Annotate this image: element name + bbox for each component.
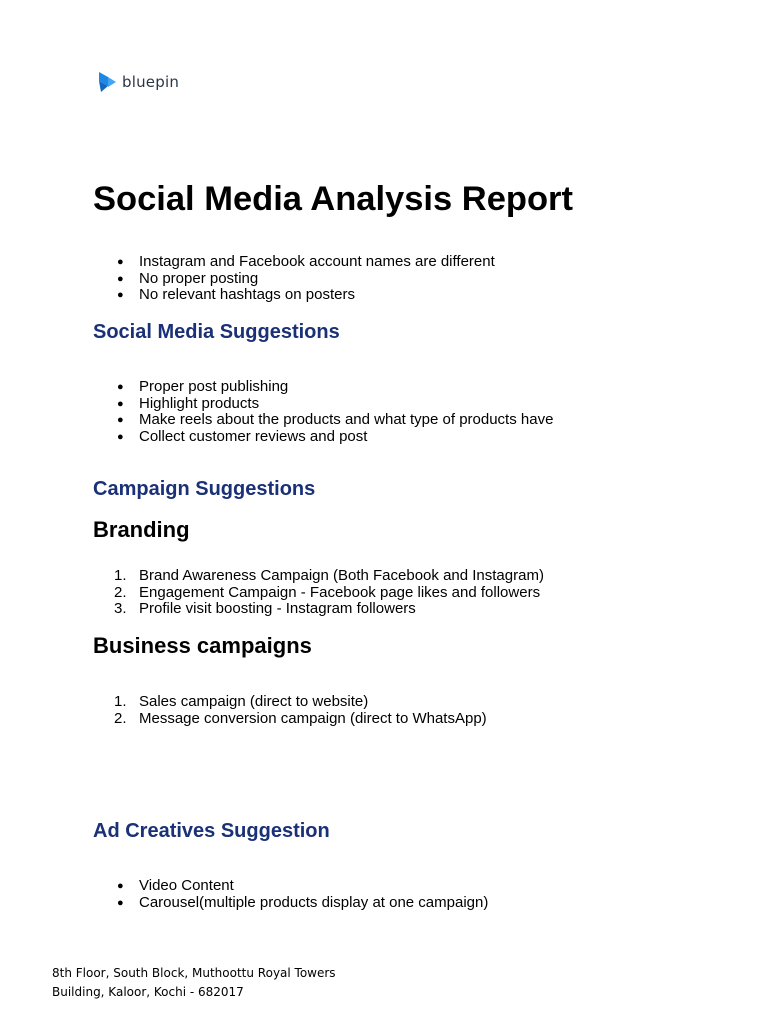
- list-number: 1.: [114, 693, 127, 710]
- list-item: ● No relevant hashtags on posters: [117, 286, 355, 304]
- issues-list: [93, 254, 495, 304]
- footer-address: [52, 964, 336, 1002]
- list-item: ● Highlight products: [117, 394, 260, 412]
- footer-address-line-1: 8th Floor, South Block, Muthoottu Royal Towers: [52, 966, 336, 980]
- list-item: 3. Profile visit boosting - Instagram followers: [114, 600, 416, 618]
- business-campaigns-list: [93, 694, 487, 727]
- social-media-suggestions-list: [93, 379, 553, 446]
- list-item: ● Make reels about the products and what type of products have: [117, 411, 554, 429]
- bullet-icon: ●: [117, 397, 124, 410]
- bullet-icon: ●: [117, 880, 124, 892]
- social-media-suggestions-heading: Social Media Suggestions: [93, 321, 340, 343]
- bluepin-logo-icon: [98, 71, 117, 93]
- bullet-icon: ●: [117, 431, 124, 444]
- list-item: ● Video Content: [117, 877, 234, 894]
- list-item: 1. Brand Awareness Campaign (Both Facebook and Instagram): [114, 567, 544, 584]
- list-number: 3.: [114, 600, 127, 618]
- logo-text: bluepin: [122, 73, 180, 91]
- page-title: Social Media Analysis Report: [93, 180, 573, 218]
- list-number: 2.: [114, 709, 127, 727]
- list-item: ● Instagram and Facebook account names are different: [117, 253, 495, 270]
- list-item: 1. Sales campaign (direct to website): [114, 693, 369, 710]
- list-item: 2. Message conversion campaign (direct to WhatsApp): [114, 709, 487, 727]
- bullet-icon: ●: [117, 256, 124, 268]
- list-item: ● Collect customer reviews and post: [117, 428, 368, 446]
- list-item: 2. Engagement Campaign - Facebook page likes and followers: [114, 583, 541, 601]
- list-item: ● Carousel(multiple products display at one campaign): [117, 893, 489, 911]
- list-item: ● No proper posting: [117, 269, 259, 287]
- list-number: 2.: [114, 583, 127, 601]
- ad-creatives-heading: Ad Creatives Suggestion: [93, 820, 330, 842]
- business-campaigns-heading: Business campaigns: [93, 633, 312, 658]
- campaign-suggestions-heading: Campaign Suggestions: [93, 478, 316, 500]
- bullet-icon: ●: [117, 381, 124, 393]
- branding-heading: Branding: [93, 517, 190, 542]
- list-number: 1.: [114, 567, 127, 584]
- list-item: ● Proper post publishing: [117, 378, 289, 395]
- bullet-icon: ●: [117, 272, 124, 285]
- bullet-icon: ●: [117, 414, 124, 427]
- ad-creatives-list: [93, 878, 488, 911]
- bluepin-logo: [98, 71, 179, 93]
- branding-list: [93, 568, 544, 618]
- bullet-icon: ●: [117, 896, 124, 909]
- footer-address-line-2: Building, Kaloor, Kochi - 682017: [52, 985, 244, 999]
- bullet-icon: ●: [117, 289, 124, 302]
